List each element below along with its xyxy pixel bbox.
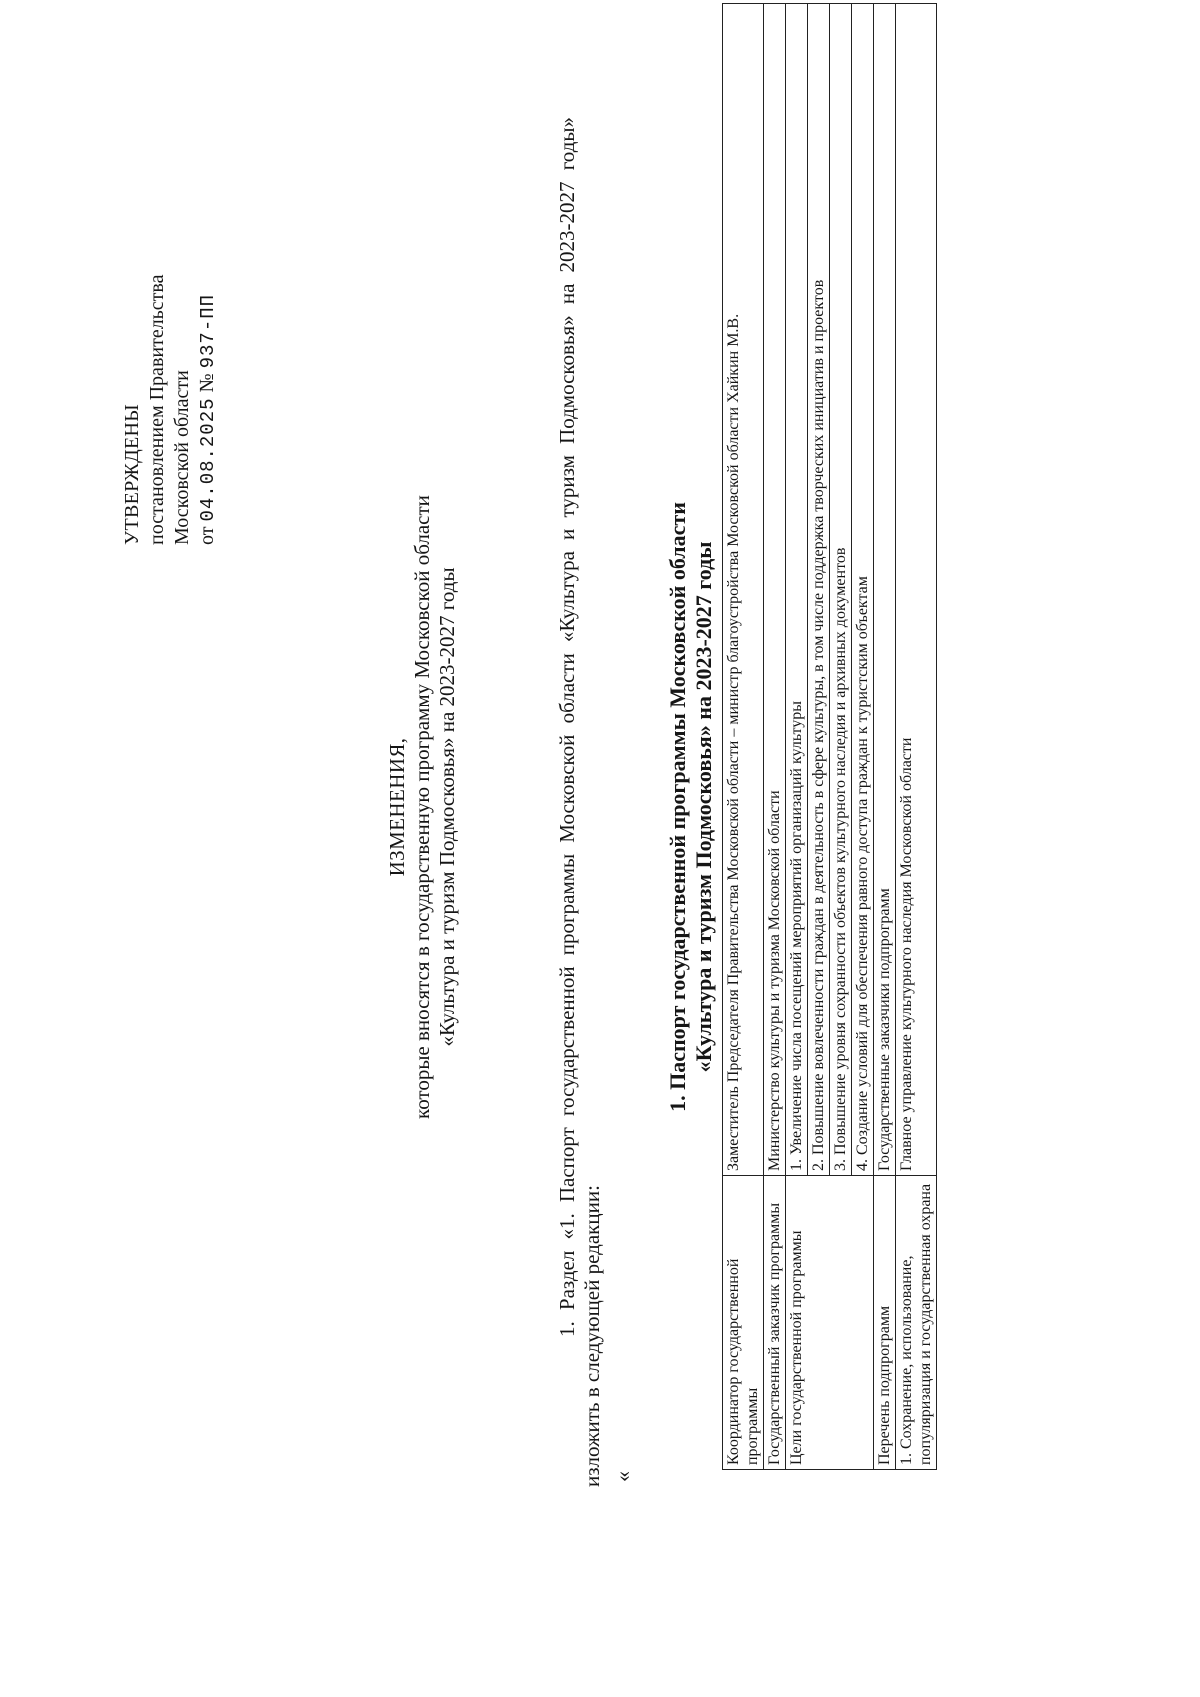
table-row bbox=[786, 4, 808, 1470]
subprograms-label: Перечень подпрограмм bbox=[874, 1176, 896, 1470]
section-heading-line-2: «Культура и туризм Подмосковья» на 2023-2027 годы bbox=[691, 541, 716, 1073]
section-heading-line-1: 1. Паспорт государственной программы Московской области bbox=[665, 502, 690, 1112]
approval-heading: УТВЕРЖДЕНЫ bbox=[121, 403, 143, 545]
amendment-text: 1. Раздел «1. Паспорт государственной программы Московской области «Культура и туризм Подмосковья» на 2023-2027 годы» изложить в следующей редакции: bbox=[555, 117, 604, 1487]
subprogram-1-label: 1. Сохранение, использование, популяризация и государственная охрана bbox=[896, 1176, 937, 1470]
table-row bbox=[874, 4, 896, 1470]
opening-quote: « bbox=[610, 1471, 635, 1482]
table-row bbox=[896, 4, 937, 1470]
coordinator-value: Заместитель Председателя Правительства Московской области – министр благоустройства Московской области Хайкин М.В. bbox=[723, 4, 764, 1176]
passport-table bbox=[722, 3, 937, 1470]
approval-date: 04.08.2025 bbox=[197, 397, 219, 522]
goals-label: Цели государственной программы bbox=[786, 1176, 874, 1470]
approval-date-prefix: от bbox=[196, 526, 218, 545]
goal-item: 4. Создание условий для обеспечения равного доступа граждан к туристским объектам bbox=[852, 4, 874, 1176]
approval-date-line bbox=[195, 275, 221, 545]
goal-item: 2. Повышение вовлеченности граждан в деятельность в сфере культуры, в том числе поддержка творческих инициатив и проектов bbox=[808, 4, 830, 1176]
title-line-3: «Культура и туризм Подмосковья» на 2023-2027 годы bbox=[435, 567, 459, 1047]
goal-item: 1. Увеличение числа посещений мероприятий организаций культуры bbox=[786, 4, 808, 1176]
customer-value: Министерство культуры и туризма Московской области bbox=[764, 4, 786, 1176]
approval-line-1: постановлением Правительства bbox=[146, 274, 168, 545]
document-title bbox=[385, 297, 460, 1317]
approval-number: 937-ПП bbox=[197, 293, 219, 369]
subprograms-value: Государственные заказчики подпрограмм bbox=[874, 4, 896, 1176]
amendment-paragraph bbox=[555, 117, 605, 1487]
subprogram-1-value: Главное управление культурного наследия Московской области bbox=[896, 4, 937, 1176]
title-main: ИЗМЕНЕНИЯ, bbox=[385, 737, 409, 877]
approval-line-2: Московской области bbox=[171, 370, 193, 545]
approval-number-sign: № bbox=[196, 373, 218, 393]
title-line-2: которые вносятся в государственную программу Московской области bbox=[410, 495, 434, 1119]
goal-item: 3. Повышение уровня сохранности объектов культурного наследия и архивных документов bbox=[830, 4, 852, 1176]
table-row bbox=[764, 4, 786, 1470]
coordinator-label: Координатор государственной программы bbox=[723, 1176, 764, 1470]
section-heading bbox=[665, 297, 717, 1317]
table-row bbox=[723, 4, 764, 1470]
approval-stamp bbox=[120, 275, 221, 545]
customer-label: Государственный заказчик программы bbox=[764, 1176, 786, 1470]
